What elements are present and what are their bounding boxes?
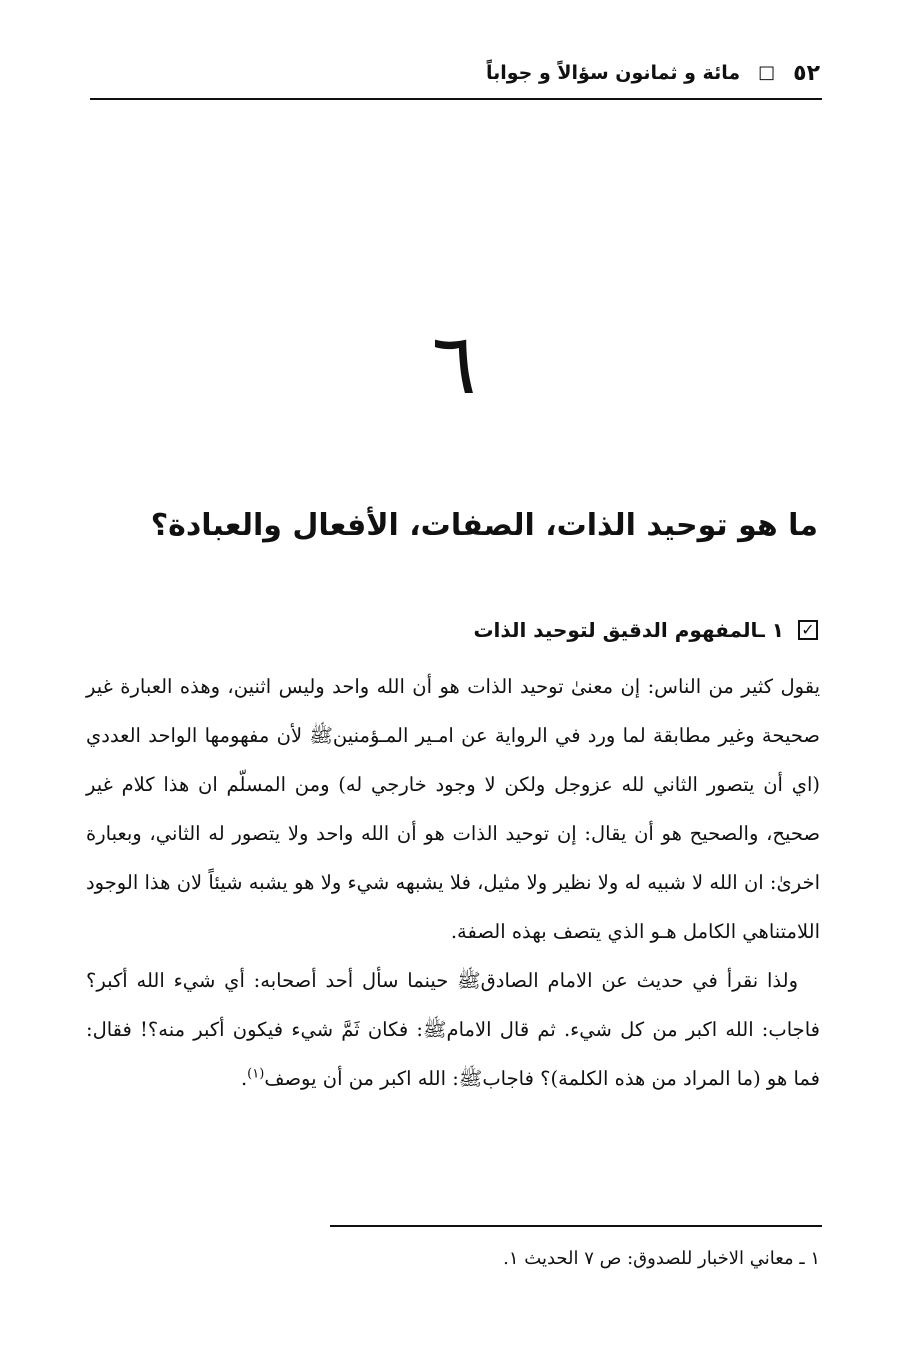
page-number: ٥٢ bbox=[793, 60, 820, 86]
square-icon: □ bbox=[758, 62, 776, 83]
chapter-number: ٦ bbox=[431, 315, 477, 413]
footnote-reference[interactable]: (١) bbox=[247, 1066, 265, 1082]
final-period: . bbox=[240, 1067, 248, 1090]
footnote-rule bbox=[330, 1225, 822, 1227]
paragraph-1: يقول كثير من الناس: إن معنىٰ توحيد الذات هو أن الله واحد وليس اثنين، وهذه العبارة غير صحيحة وغير مطابقة لما ورد في الرواية عن امـير المـؤمنينﷺ لأن مفهومها الواحد العددي (اي أن يتصور الثاني لله عزوجل ولكن لا وجود خارجي له) ومن المسلّم ان هذا كلام غير صحيح، والصحيح هو أن يقال: إن توحيد الذات هو أن الله واحد ولا يتصور له الثاني، وبعبارة اخرىٰ: ان الله لا شبيه له ولا نظير ولا مثيل، فلا يشبهه شيء ولا هو يشبه شيئاً لان هذا الوجود اللامتناهي الكامل هـو الذي يتصف بهذه الصفة. bbox=[86, 675, 820, 943]
chapter-title: ما هو توحيد الذات، الصفات، الأفعال والعبادة؟ bbox=[150, 508, 818, 543]
footnote: ١ ـ معاني الاخبار للصدوق: ص ٧ الحديث ١. bbox=[503, 1248, 820, 1269]
paragraph-2 bbox=[86, 956, 820, 1103]
header-rule bbox=[90, 98, 822, 100]
checkbox-checked-icon: ✓ bbox=[798, 620, 818, 640]
page-header bbox=[90, 52, 820, 94]
body-text bbox=[86, 662, 820, 1103]
section-heading bbox=[118, 618, 818, 642]
section-heading-text: ١ ـالمفهوم الدقيق لتوحيد الذات bbox=[473, 618, 784, 642]
paragraph-2-text: ولذا نقرأ في حديث عن الامام الصادقﷺ حينما سأل أحد أصحابه: أي شيء الله أكبر؟ فاجاب: الله اكبر من كل شيء. ثم قال الامامﷺ: فكان ثَمَّ شيء فيكون أكبر منه؟! فقال: فما هو (ما المراد من هذه الكلمة)؟ فاجابﷺ: الله اكبر من أن يوصف bbox=[86, 969, 820, 1090]
running-title: مائة و ثمانون سؤالاً و جواباً bbox=[485, 62, 741, 84]
